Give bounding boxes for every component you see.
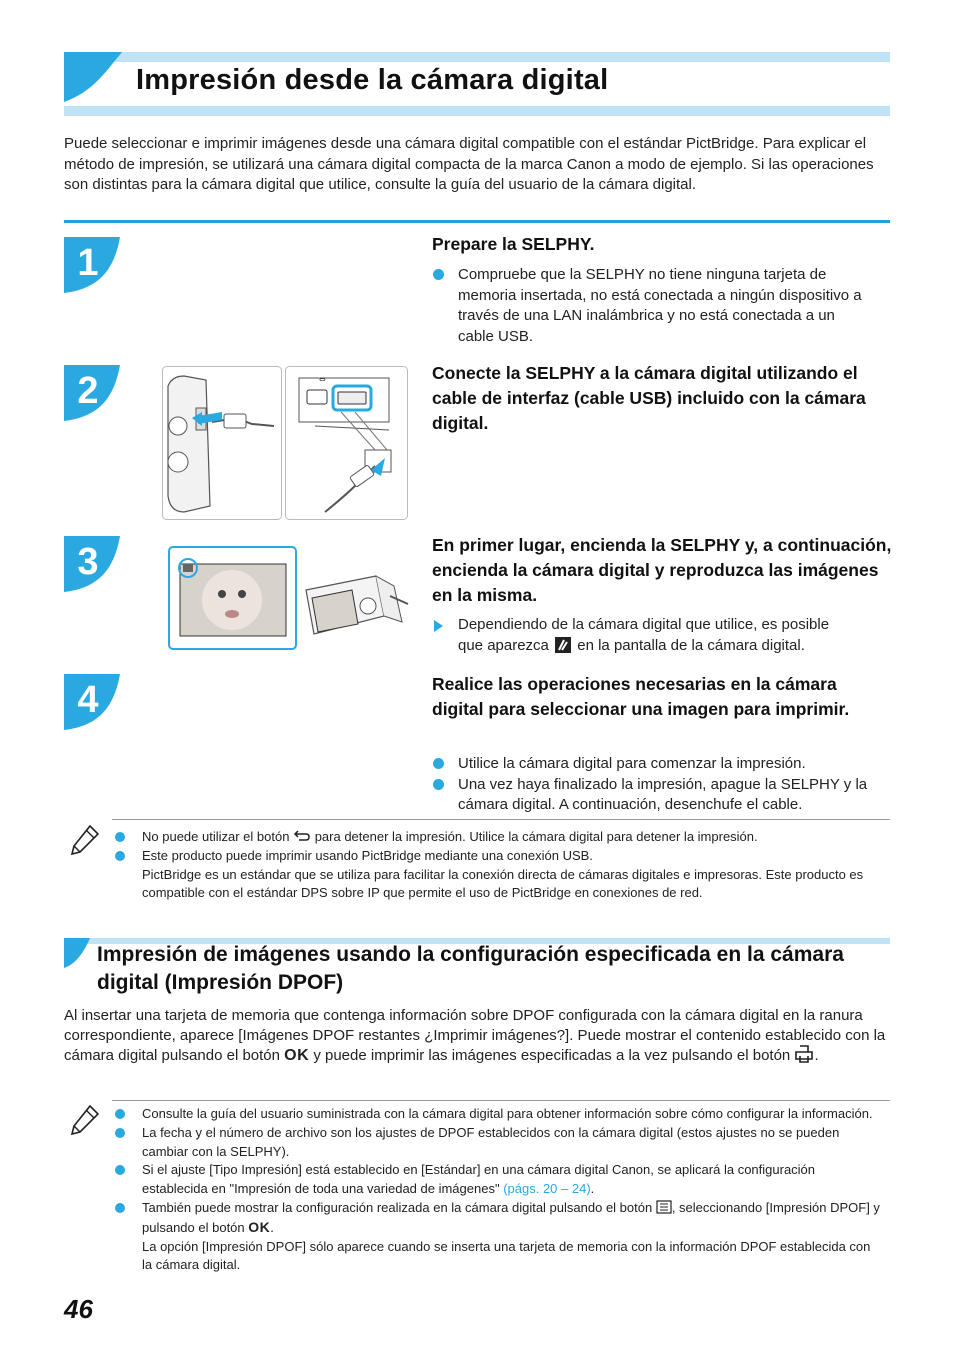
note-2-rule xyxy=(112,1100,890,1101)
intro-paragraph: Puede seleccionar e imprimir imágenes desde una cámara digital compatible con el estándar PictBridge. Para explicar el método de impresión, se utilizará una cámara digital compacta de la marca Canon a modo de ejemplo. Si las operaciones son distintas para la cámara digital que utilice, consulte la guía del usuario de la cámara digital. xyxy=(64,135,874,193)
section-2-body: Al insertar una tarjeta de memoria que contenga información sobre DPOF configurada con la cámara digital en la ranura correspondiente, aparece [Imágenes DPOF restantes ¿Imprimir imágenes?]. Puede mostrar el contenido establecido con la cámara digital pulsando el botón OK y puede imprimir las imágenes especificadas a la vez pulsando el botón . xyxy=(64,1007,886,1064)
list-item-continuation: PictBridge es un estándar que se utiliza para facilitar la conexión directa de cámaras digitales e impresoras. Este producto es compatible con el estándar DPS sobre IP que permite el uso de PictBridge en conexiones de red. xyxy=(142,866,864,901)
step-badge-2 xyxy=(64,365,120,421)
list-item: Utilice la cámara digital para comenzar la impresión. xyxy=(432,754,892,775)
list-item: Una vez haya finalizado la impresión, apague la SELPHY y la cámara digital. A continuación, desenchufe el cable. xyxy=(432,775,892,816)
ok-button-label: OK xyxy=(248,1218,271,1235)
note-1-list xyxy=(114,828,874,903)
list-item: Compruebe que la SELPHY no tiene ninguna tarjeta de memoria insertada, no está conectada a ningún dispositivo a través de una LAN inalámbrica y no está conectada a un cable USB. xyxy=(432,265,872,347)
header-bar-top xyxy=(64,52,890,62)
step-3-bullets xyxy=(432,615,892,656)
usb-symbol-icon: ⇔ xyxy=(319,375,326,384)
list-item: La fecha y el número de archivo son los ajustes de DPOF establecidos con la cámara digital (estos ajustes no se pueden cambiar con la SELPHY). xyxy=(114,1124,884,1162)
bullet-icon xyxy=(433,779,444,790)
arrow-bullet-icon xyxy=(434,620,443,632)
list-item: También puede mostrar la configuración realizada en la cámara digital pulsando el botón , seleccionando [Impresión DPOF] y pulsando el botón OK. xyxy=(114,1199,884,1238)
return-button-icon xyxy=(293,829,311,843)
page-title: Impresión desde la cámara digital xyxy=(136,64,609,96)
header-bar-bottom xyxy=(64,106,890,116)
camera-playback-illustration xyxy=(168,546,410,651)
ok-button-label: OK xyxy=(284,1047,310,1064)
step-4-bullets xyxy=(432,754,892,816)
page-reference-link[interactable]: (págs. 20 – 24) xyxy=(503,1181,591,1197)
step-2-title: Conecte la SELPHY a la cámara digital utilizando el cable de interfaz (cable USB) incluido con la cámara digital. xyxy=(432,363,866,433)
pencil-note-icon xyxy=(70,1104,100,1138)
step-badge-3 xyxy=(64,536,120,592)
step-badge-1 xyxy=(64,237,120,293)
note-1-rule xyxy=(112,819,890,820)
bullet-icon xyxy=(433,758,444,769)
print-button-icon xyxy=(794,1045,814,1063)
list-item: Este producto puede imprimir usando PictBridge mediante una conexión USB. xyxy=(114,847,874,866)
bullet-icon xyxy=(115,832,125,842)
section-2-tab-shape xyxy=(64,938,90,968)
pictbridge-icon xyxy=(555,637,571,653)
bullet-icon xyxy=(115,1203,125,1213)
step-1-title: Prepare la SELPHY. xyxy=(432,234,595,254)
bullet-icon xyxy=(115,1109,125,1119)
header-tab-shape xyxy=(64,52,122,102)
list-item-continuation: La opción [Impresión DPOF] sólo aparece cuando se inserta una tarjeta de memoria con la información DPOF establecida con la cámara digital. xyxy=(142,1238,871,1273)
page-number: 46 xyxy=(64,1294,93,1324)
section-divider xyxy=(64,220,890,223)
list-item: Si el ajuste [Tipo Impresión] está establecido en [Estándar] en una cámara digital Canon, se aplicará la configuración establecida en "Impresión de toda una variedad de imágenes" (págs. 20 – 24). xyxy=(114,1161,884,1199)
step-4-title: Realice las operaciones necesarias en la cámara digital para seleccionar una imagen para imprimir. xyxy=(432,674,850,719)
section-2-title: Impresión de imágenes usando la configuración especificada en la cámara digital (Impresión DPOF) xyxy=(97,943,844,994)
bullet-icon xyxy=(433,269,444,280)
menu-button-icon xyxy=(656,1200,672,1214)
step-number-1: 1 xyxy=(77,242,99,284)
pencil-note-icon xyxy=(70,824,100,858)
step-number-3: 3 xyxy=(77,541,99,583)
bullet-icon xyxy=(115,1128,125,1138)
step-3-title: En primer lugar, encienda la SELPHY y, a continuación, encienda la cámara digital y reproduzca las imágenes en la misma. xyxy=(432,535,892,605)
bullet-icon xyxy=(115,1165,125,1175)
list-item: Consulte la guía del usuario suministrada con la cámara digital para obtener información sobre cómo configurar la información. xyxy=(114,1105,884,1124)
step-number-4: 4 xyxy=(77,679,99,721)
step-badge-4 xyxy=(64,674,120,730)
note-2-list xyxy=(114,1105,884,1275)
bullet-icon xyxy=(115,851,125,861)
selphy-usb-port-illustration xyxy=(285,366,408,520)
step-number-2: 2 xyxy=(77,370,99,412)
list-item: No puede utilizar el botón para detener la impresión. Utilice la cámara digital para detener la impresión. xyxy=(114,828,874,847)
step-1-bullets xyxy=(432,265,872,347)
camera-usb-connection-illustration xyxy=(162,366,282,520)
list-item: Dependiendo de la cámara digital que utilice, es posible que aparezca en la pantalla de la cámara digital. xyxy=(432,615,892,656)
